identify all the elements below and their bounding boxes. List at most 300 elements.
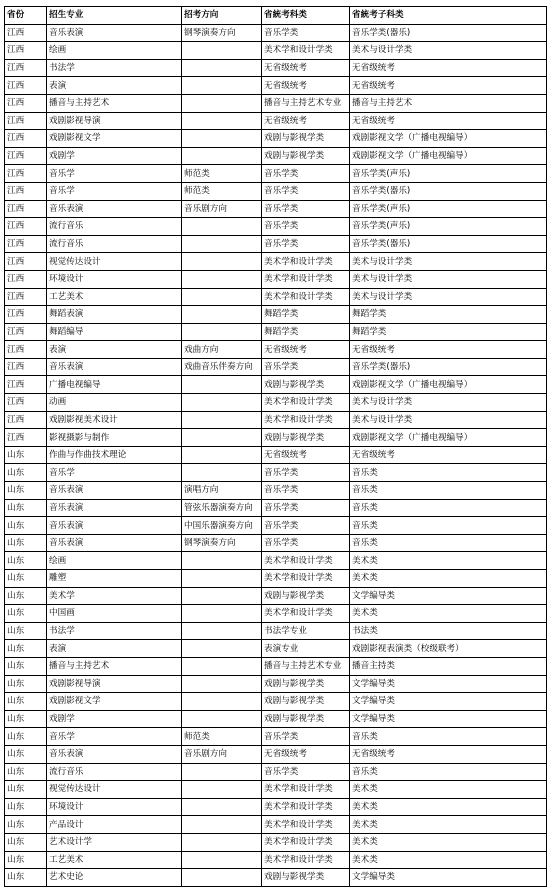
header-exam-category: 省統考科类 xyxy=(262,7,350,25)
table-row xyxy=(5,200,547,218)
cell-exam-subcategory: 音乐学类(声乐) xyxy=(350,200,547,218)
header-major: 招生专业 xyxy=(47,7,182,25)
cell-exam-subcategory: 音乐类 xyxy=(350,517,547,535)
table-row xyxy=(5,833,547,851)
table-row xyxy=(5,358,547,376)
cell-direction xyxy=(182,816,262,834)
cell-direction: 师范类 xyxy=(182,182,262,200)
cell-major: 音乐表演 xyxy=(47,517,182,535)
cell-major: 环境设计 xyxy=(47,798,182,816)
table-row xyxy=(5,59,547,77)
cell-province: 江西 xyxy=(5,165,47,183)
cell-direction xyxy=(182,130,262,148)
cell-province: 山东 xyxy=(5,446,47,464)
table-row xyxy=(5,42,547,60)
cell-major: 戏剧影视文学 xyxy=(47,693,182,711)
table-body xyxy=(5,24,547,886)
cell-direction xyxy=(182,605,262,623)
cell-major: 流行音乐 xyxy=(47,235,182,253)
cell-major: 音乐表演 xyxy=(47,358,182,376)
cell-exam-category: 表演专业 xyxy=(262,640,350,658)
cell-province: 山东 xyxy=(5,728,47,746)
cell-direction xyxy=(182,253,262,271)
cell-province: 山东 xyxy=(5,517,47,535)
cell-province: 江西 xyxy=(5,306,47,324)
cell-exam-subcategory: 文学编导类 xyxy=(350,710,547,728)
cell-province: 山东 xyxy=(5,499,47,517)
cell-province: 山东 xyxy=(5,640,47,658)
cell-province: 江西 xyxy=(5,429,47,447)
cell-exam-subcategory: 文学编导类 xyxy=(350,693,547,711)
table-row xyxy=(5,534,547,552)
cell-major: 音乐表演 xyxy=(47,499,182,517)
cell-major: 音乐表演 xyxy=(47,200,182,218)
cell-major: 戏剧影视文学 xyxy=(47,130,182,148)
table-row xyxy=(5,306,547,324)
cell-major: 环境设计 xyxy=(47,270,182,288)
cell-exam-category: 美术学和设计学类 xyxy=(262,411,350,429)
cell-exam-subcategory: 戏剧影视文学（广播电视编导） xyxy=(350,429,547,447)
cell-province: 江西 xyxy=(5,147,47,165)
cell-exam-subcategory: 音乐学类(器乐) xyxy=(350,235,547,253)
cell-exam-subcategory: 美术与设计学类 xyxy=(350,42,547,60)
cell-province: 山东 xyxy=(5,622,47,640)
cell-exam-subcategory: 戏剧影视表演类（校级联考） xyxy=(350,640,547,658)
cell-direction xyxy=(182,464,262,482)
cell-exam-subcategory: 音乐学类(声乐) xyxy=(350,165,547,183)
cell-direction xyxy=(182,42,262,60)
cell-exam-category: 美术学和设计学类 xyxy=(262,42,350,60)
cell-province: 江西 xyxy=(5,218,47,236)
cell-exam-category: 音乐学类 xyxy=(262,517,350,535)
cell-exam-category: 美术学和设计学类 xyxy=(262,253,350,271)
cell-province: 江西 xyxy=(5,94,47,112)
cell-exam-subcategory: 美术类 xyxy=(350,570,547,588)
cell-exam-category: 播音与主持艺术专业 xyxy=(262,94,350,112)
cell-exam-category: 音乐学类 xyxy=(262,763,350,781)
header-province: 省份 xyxy=(5,7,47,25)
table-row xyxy=(5,552,547,570)
cell-exam-category: 音乐学类 xyxy=(262,534,350,552)
cell-major: 音乐表演 xyxy=(47,24,182,42)
cell-direction: 演唱方向 xyxy=(182,482,262,500)
cell-direction: 戏曲音乐伴奏方向 xyxy=(182,358,262,376)
cell-province: 江西 xyxy=(5,376,47,394)
table-row xyxy=(5,869,547,887)
cell-exam-subcategory: 音乐类 xyxy=(350,728,547,746)
cell-exam-subcategory: 美术与设计学类 xyxy=(350,411,547,429)
cell-exam-category: 书法学专业 xyxy=(262,622,350,640)
cell-exam-subcategory: 音乐类 xyxy=(350,499,547,517)
cell-exam-category: 音乐学类 xyxy=(262,728,350,746)
cell-major: 表演 xyxy=(47,77,182,95)
cell-exam-category: 无省级统考 xyxy=(262,112,350,130)
cell-province: 山东 xyxy=(5,833,47,851)
cell-direction xyxy=(182,306,262,324)
cell-exam-subcategory: 音乐类 xyxy=(350,763,547,781)
cell-direction xyxy=(182,763,262,781)
table-row xyxy=(5,763,547,781)
cell-province: 山东 xyxy=(5,657,47,675)
table-row xyxy=(5,693,547,711)
cell-exam-subcategory: 戏剧影视文学（广播电视编导） xyxy=(350,147,547,165)
cell-exam-subcategory: 无省级统考 xyxy=(350,446,547,464)
cell-province: 江西 xyxy=(5,288,47,306)
cell-direction xyxy=(182,59,262,77)
cell-exam-category: 音乐学类 xyxy=(262,235,350,253)
cell-province: 江西 xyxy=(5,235,47,253)
table-row xyxy=(5,798,547,816)
cell-major: 表演 xyxy=(47,341,182,359)
table-row xyxy=(5,24,547,42)
table-row xyxy=(5,499,547,517)
cell-major: 音乐学 xyxy=(47,165,182,183)
cell-direction xyxy=(182,693,262,711)
cell-major: 工艺美术 xyxy=(47,288,182,306)
table-row xyxy=(5,816,547,834)
cell-exam-category: 美术学和设计学类 xyxy=(262,833,350,851)
cell-exam-subcategory: 美术与设计学类 xyxy=(350,394,547,412)
table-row xyxy=(5,728,547,746)
cell-exam-category: 音乐学类 xyxy=(262,464,350,482)
table-header-row xyxy=(5,7,547,25)
cell-direction xyxy=(182,640,262,658)
cell-exam-category: 美术学和设计学类 xyxy=(262,394,350,412)
cell-exam-category: 舞蹈学类 xyxy=(262,323,350,341)
cell-exam-category: 音乐学类 xyxy=(262,165,350,183)
table-row xyxy=(5,605,547,623)
cell-province: 江西 xyxy=(5,270,47,288)
cell-direction xyxy=(182,112,262,130)
cell-major: 音乐学 xyxy=(47,464,182,482)
cell-major: 音乐表演 xyxy=(47,534,182,552)
cell-exam-subcategory: 文学编导类 xyxy=(350,869,547,887)
cell-major: 产品设计 xyxy=(47,816,182,834)
cell-direction xyxy=(182,781,262,799)
cell-major: 工艺美术 xyxy=(47,851,182,869)
cell-exam-category: 音乐学类 xyxy=(262,182,350,200)
cell-exam-subcategory: 美术类 xyxy=(350,781,547,799)
cell-province: 山东 xyxy=(5,587,47,605)
cell-exam-category: 戏剧与影视学类 xyxy=(262,587,350,605)
cell-direction: 师范类 xyxy=(182,165,262,183)
cell-province: 山东 xyxy=(5,605,47,623)
cell-major: 视觉传达设计 xyxy=(47,253,182,271)
cell-exam-subcategory: 文学编导类 xyxy=(350,587,547,605)
cell-major: 舞蹈编导 xyxy=(47,323,182,341)
table-row xyxy=(5,341,547,359)
cell-province: 山东 xyxy=(5,798,47,816)
cell-exam-subcategory: 无省级统考 xyxy=(350,77,547,95)
cell-province: 江西 xyxy=(5,341,47,359)
cell-direction xyxy=(182,587,262,605)
cell-exam-subcategory: 音乐学类(器乐) xyxy=(350,24,547,42)
cell-exam-category: 美术学和设计学类 xyxy=(262,798,350,816)
cell-direction xyxy=(182,218,262,236)
cell-province: 江西 xyxy=(5,253,47,271)
table-row xyxy=(5,77,547,95)
cell-exam-category: 无省级统考 xyxy=(262,77,350,95)
table-row xyxy=(5,622,547,640)
cell-direction xyxy=(182,675,262,693)
cell-major: 音乐学 xyxy=(47,728,182,746)
cell-province: 山东 xyxy=(5,534,47,552)
cell-province: 山东 xyxy=(5,693,47,711)
table-row xyxy=(5,218,547,236)
cell-exam-category: 美术学和设计学类 xyxy=(262,288,350,306)
cell-direction xyxy=(182,288,262,306)
cell-major: 美术学 xyxy=(47,587,182,605)
cell-direction xyxy=(182,394,262,412)
cell-direction xyxy=(182,270,262,288)
table-row xyxy=(5,235,547,253)
cell-major: 书法学 xyxy=(47,622,182,640)
cell-exam-subcategory: 美术与设计学类 xyxy=(350,270,547,288)
table-row xyxy=(5,675,547,693)
cell-exam-category: 音乐学类 xyxy=(262,218,350,236)
cell-exam-category: 戏剧与影视学类 xyxy=(262,675,350,693)
header-direction: 招考方向 xyxy=(182,7,262,25)
cell-exam-subcategory: 戏剧影视文学（广播电视编导） xyxy=(350,376,547,394)
cell-direction xyxy=(182,323,262,341)
cell-major: 播音与主持艺术 xyxy=(47,657,182,675)
admissions-table xyxy=(4,6,547,887)
cell-exam-category: 戏剧与影视学类 xyxy=(262,693,350,711)
header-exam-subcategory: 省統考子科类 xyxy=(350,7,547,25)
cell-province: 江西 xyxy=(5,182,47,200)
cell-direction: 音乐剧方向 xyxy=(182,200,262,218)
table-row xyxy=(5,288,547,306)
table-row xyxy=(5,482,547,500)
cell-exam-subcategory: 音乐类 xyxy=(350,464,547,482)
cell-exam-category: 美术学和设计学类 xyxy=(262,781,350,799)
cell-province: 山东 xyxy=(5,570,47,588)
table-row xyxy=(5,165,547,183)
cell-exam-subcategory: 美术与设计学类 xyxy=(350,253,547,271)
cell-major: 绘画 xyxy=(47,552,182,570)
table-row xyxy=(5,147,547,165)
cell-exam-category: 美术学和设计学类 xyxy=(262,851,350,869)
cell-exam-category: 舞蹈学类 xyxy=(262,306,350,324)
table-row xyxy=(5,570,547,588)
cell-major: 书法学 xyxy=(47,59,182,77)
table-row xyxy=(5,429,547,447)
table-row xyxy=(5,517,547,535)
cell-exam-category: 美术学和设计学类 xyxy=(262,270,350,288)
table-row xyxy=(5,851,547,869)
cell-direction: 师范类 xyxy=(182,728,262,746)
cell-major: 音乐表演 xyxy=(47,482,182,500)
cell-exam-subcategory: 美术类 xyxy=(350,552,547,570)
cell-province: 江西 xyxy=(5,42,47,60)
cell-exam-category: 美术学和设计学类 xyxy=(262,816,350,834)
table-row xyxy=(5,270,547,288)
cell-province: 山东 xyxy=(5,781,47,799)
cell-exam-subcategory: 音乐类 xyxy=(350,482,547,500)
cell-major: 影视摄影与制作 xyxy=(47,429,182,447)
cell-exam-subcategory: 音乐类 xyxy=(350,534,547,552)
cell-exam-subcategory: 美术类 xyxy=(350,816,547,834)
cell-exam-category: 音乐学类 xyxy=(262,358,350,376)
cell-major: 播音与主持艺术 xyxy=(47,94,182,112)
cell-direction: 钢琴演奏方向 xyxy=(182,24,262,42)
cell-direction xyxy=(182,869,262,887)
cell-exam-category: 美术学和设计学类 xyxy=(262,552,350,570)
cell-major: 动画 xyxy=(47,394,182,412)
table-row xyxy=(5,411,547,429)
cell-major: 雕塑 xyxy=(47,570,182,588)
cell-exam-subcategory: 播音主持类 xyxy=(350,657,547,675)
cell-province: 江西 xyxy=(5,24,47,42)
cell-exam-subcategory: 音乐学类(器乐) xyxy=(350,358,547,376)
cell-province: 江西 xyxy=(5,323,47,341)
cell-direction: 音乐剧方向 xyxy=(182,745,262,763)
table-row xyxy=(5,394,547,412)
cell-major: 戏剧影视美术设计 xyxy=(47,411,182,429)
cell-exam-category: 无省级统考 xyxy=(262,745,350,763)
cell-direction xyxy=(182,710,262,728)
cell-major: 中国画 xyxy=(47,605,182,623)
cell-direction xyxy=(182,833,262,851)
table-row xyxy=(5,130,547,148)
table-row xyxy=(5,464,547,482)
cell-exam-category: 无省级统考 xyxy=(262,446,350,464)
cell-exam-subcategory: 无省级统考 xyxy=(350,59,547,77)
table-row xyxy=(5,94,547,112)
cell-direction xyxy=(182,94,262,112)
cell-exam-subcategory: 舞蹈学类 xyxy=(350,306,547,324)
cell-direction xyxy=(182,235,262,253)
cell-exam-category: 戏剧与影视学类 xyxy=(262,710,350,728)
cell-major: 戏剧影视导演 xyxy=(47,112,182,130)
cell-province: 江西 xyxy=(5,130,47,148)
table-row xyxy=(5,587,547,605)
cell-exam-category: 音乐学类 xyxy=(262,24,350,42)
cell-major: 表演 xyxy=(47,640,182,658)
cell-exam-subcategory: 无省级统考 xyxy=(350,341,547,359)
cell-exam-subcategory: 音乐学类(器乐) xyxy=(350,182,547,200)
cell-province: 江西 xyxy=(5,411,47,429)
cell-exam-category: 播音与主持艺术专业 xyxy=(262,657,350,675)
cell-province: 江西 xyxy=(5,112,47,130)
cell-major: 音乐学 xyxy=(47,182,182,200)
cell-major: 音乐表演 xyxy=(47,745,182,763)
table-row xyxy=(5,710,547,728)
cell-direction: 钢琴演奏方向 xyxy=(182,534,262,552)
cell-exam-category: 美术学和设计学类 xyxy=(262,605,350,623)
table-row xyxy=(5,376,547,394)
cell-province: 山东 xyxy=(5,763,47,781)
cell-major: 流行音乐 xyxy=(47,763,182,781)
table-row xyxy=(5,323,547,341)
cell-exam-subcategory: 美术类 xyxy=(350,605,547,623)
cell-province: 江西 xyxy=(5,77,47,95)
cell-province: 山东 xyxy=(5,851,47,869)
cell-province: 山东 xyxy=(5,464,47,482)
cell-exam-subcategory: 戏剧影视文学（广播电视编导） xyxy=(350,130,547,148)
cell-province: 山东 xyxy=(5,745,47,763)
cell-direction: 中国乐器演奏方向 xyxy=(182,517,262,535)
cell-exam-category: 戏剧与影视学类 xyxy=(262,376,350,394)
cell-major: 广播电视编导 xyxy=(47,376,182,394)
cell-direction xyxy=(182,851,262,869)
cell-exam-category: 美术学和设计学类 xyxy=(262,570,350,588)
table-row xyxy=(5,253,547,271)
cell-province: 江西 xyxy=(5,358,47,376)
cell-exam-subcategory: 美术类 xyxy=(350,798,547,816)
cell-direction xyxy=(182,552,262,570)
cell-exam-subcategory: 文学编导类 xyxy=(350,675,547,693)
cell-exam-subcategory: 舞蹈学类 xyxy=(350,323,547,341)
cell-province: 山东 xyxy=(5,552,47,570)
cell-exam-subcategory: 播音与主持艺术 xyxy=(350,94,547,112)
cell-major: 戏剧影视导演 xyxy=(47,675,182,693)
cell-direction xyxy=(182,429,262,447)
cell-exam-subcategory: 美术类 xyxy=(350,833,547,851)
cell-exam-subcategory: 音乐学类(声乐) xyxy=(350,218,547,236)
cell-direction xyxy=(182,570,262,588)
cell-exam-category: 无省级统考 xyxy=(262,59,350,77)
table-row xyxy=(5,781,547,799)
cell-exam-subcategory: 美术类 xyxy=(350,851,547,869)
cell-direction xyxy=(182,147,262,165)
cell-exam-subcategory: 美术与设计学类 xyxy=(350,288,547,306)
cell-province: 山东 xyxy=(5,869,47,887)
cell-major: 作曲与作曲技术理论 xyxy=(47,446,182,464)
cell-exam-subcategory: 无省级统考 xyxy=(350,112,547,130)
cell-major: 舞蹈表演 xyxy=(47,306,182,324)
cell-exam-category: 无省级统考 xyxy=(262,341,350,359)
cell-major: 艺术设计学 xyxy=(47,833,182,851)
cell-major: 戏剧学 xyxy=(47,710,182,728)
cell-exam-category: 戏剧与影视学类 xyxy=(262,429,350,447)
cell-major: 艺术史论 xyxy=(47,869,182,887)
cell-exam-category: 音乐学类 xyxy=(262,200,350,218)
table-row xyxy=(5,182,547,200)
cell-direction xyxy=(182,657,262,675)
cell-province: 江西 xyxy=(5,200,47,218)
cell-exam-category: 戏剧与影视学类 xyxy=(262,130,350,148)
cell-exam-category: 音乐学类 xyxy=(262,499,350,517)
cell-direction xyxy=(182,376,262,394)
cell-major: 绘画 xyxy=(47,42,182,60)
table-row xyxy=(5,657,547,675)
cell-province: 山东 xyxy=(5,675,47,693)
cell-exam-subcategory: 书法类 xyxy=(350,622,547,640)
cell-direction xyxy=(182,446,262,464)
table-row xyxy=(5,112,547,130)
cell-major: 流行音乐 xyxy=(47,218,182,236)
cell-exam-category: 音乐学类 xyxy=(262,482,350,500)
cell-direction: 戏曲方向 xyxy=(182,341,262,359)
cell-direction xyxy=(182,77,262,95)
table-row xyxy=(5,745,547,763)
cell-exam-category: 戏剧与影视学类 xyxy=(262,869,350,887)
cell-major: 戏剧学 xyxy=(47,147,182,165)
cell-province: 山东 xyxy=(5,816,47,834)
cell-province: 山东 xyxy=(5,482,47,500)
cell-direction: 管弦乐器演奏方向 xyxy=(182,499,262,517)
cell-major: 视觉传达设计 xyxy=(47,781,182,799)
cell-direction xyxy=(182,798,262,816)
cell-exam-subcategory: 无省级统考 xyxy=(350,745,547,763)
cell-province: 江西 xyxy=(5,394,47,412)
cell-province: 江西 xyxy=(5,59,47,77)
table-row xyxy=(5,446,547,464)
cell-exam-category: 戏剧与影视学类 xyxy=(262,147,350,165)
table-row xyxy=(5,640,547,658)
cell-province: 山东 xyxy=(5,710,47,728)
